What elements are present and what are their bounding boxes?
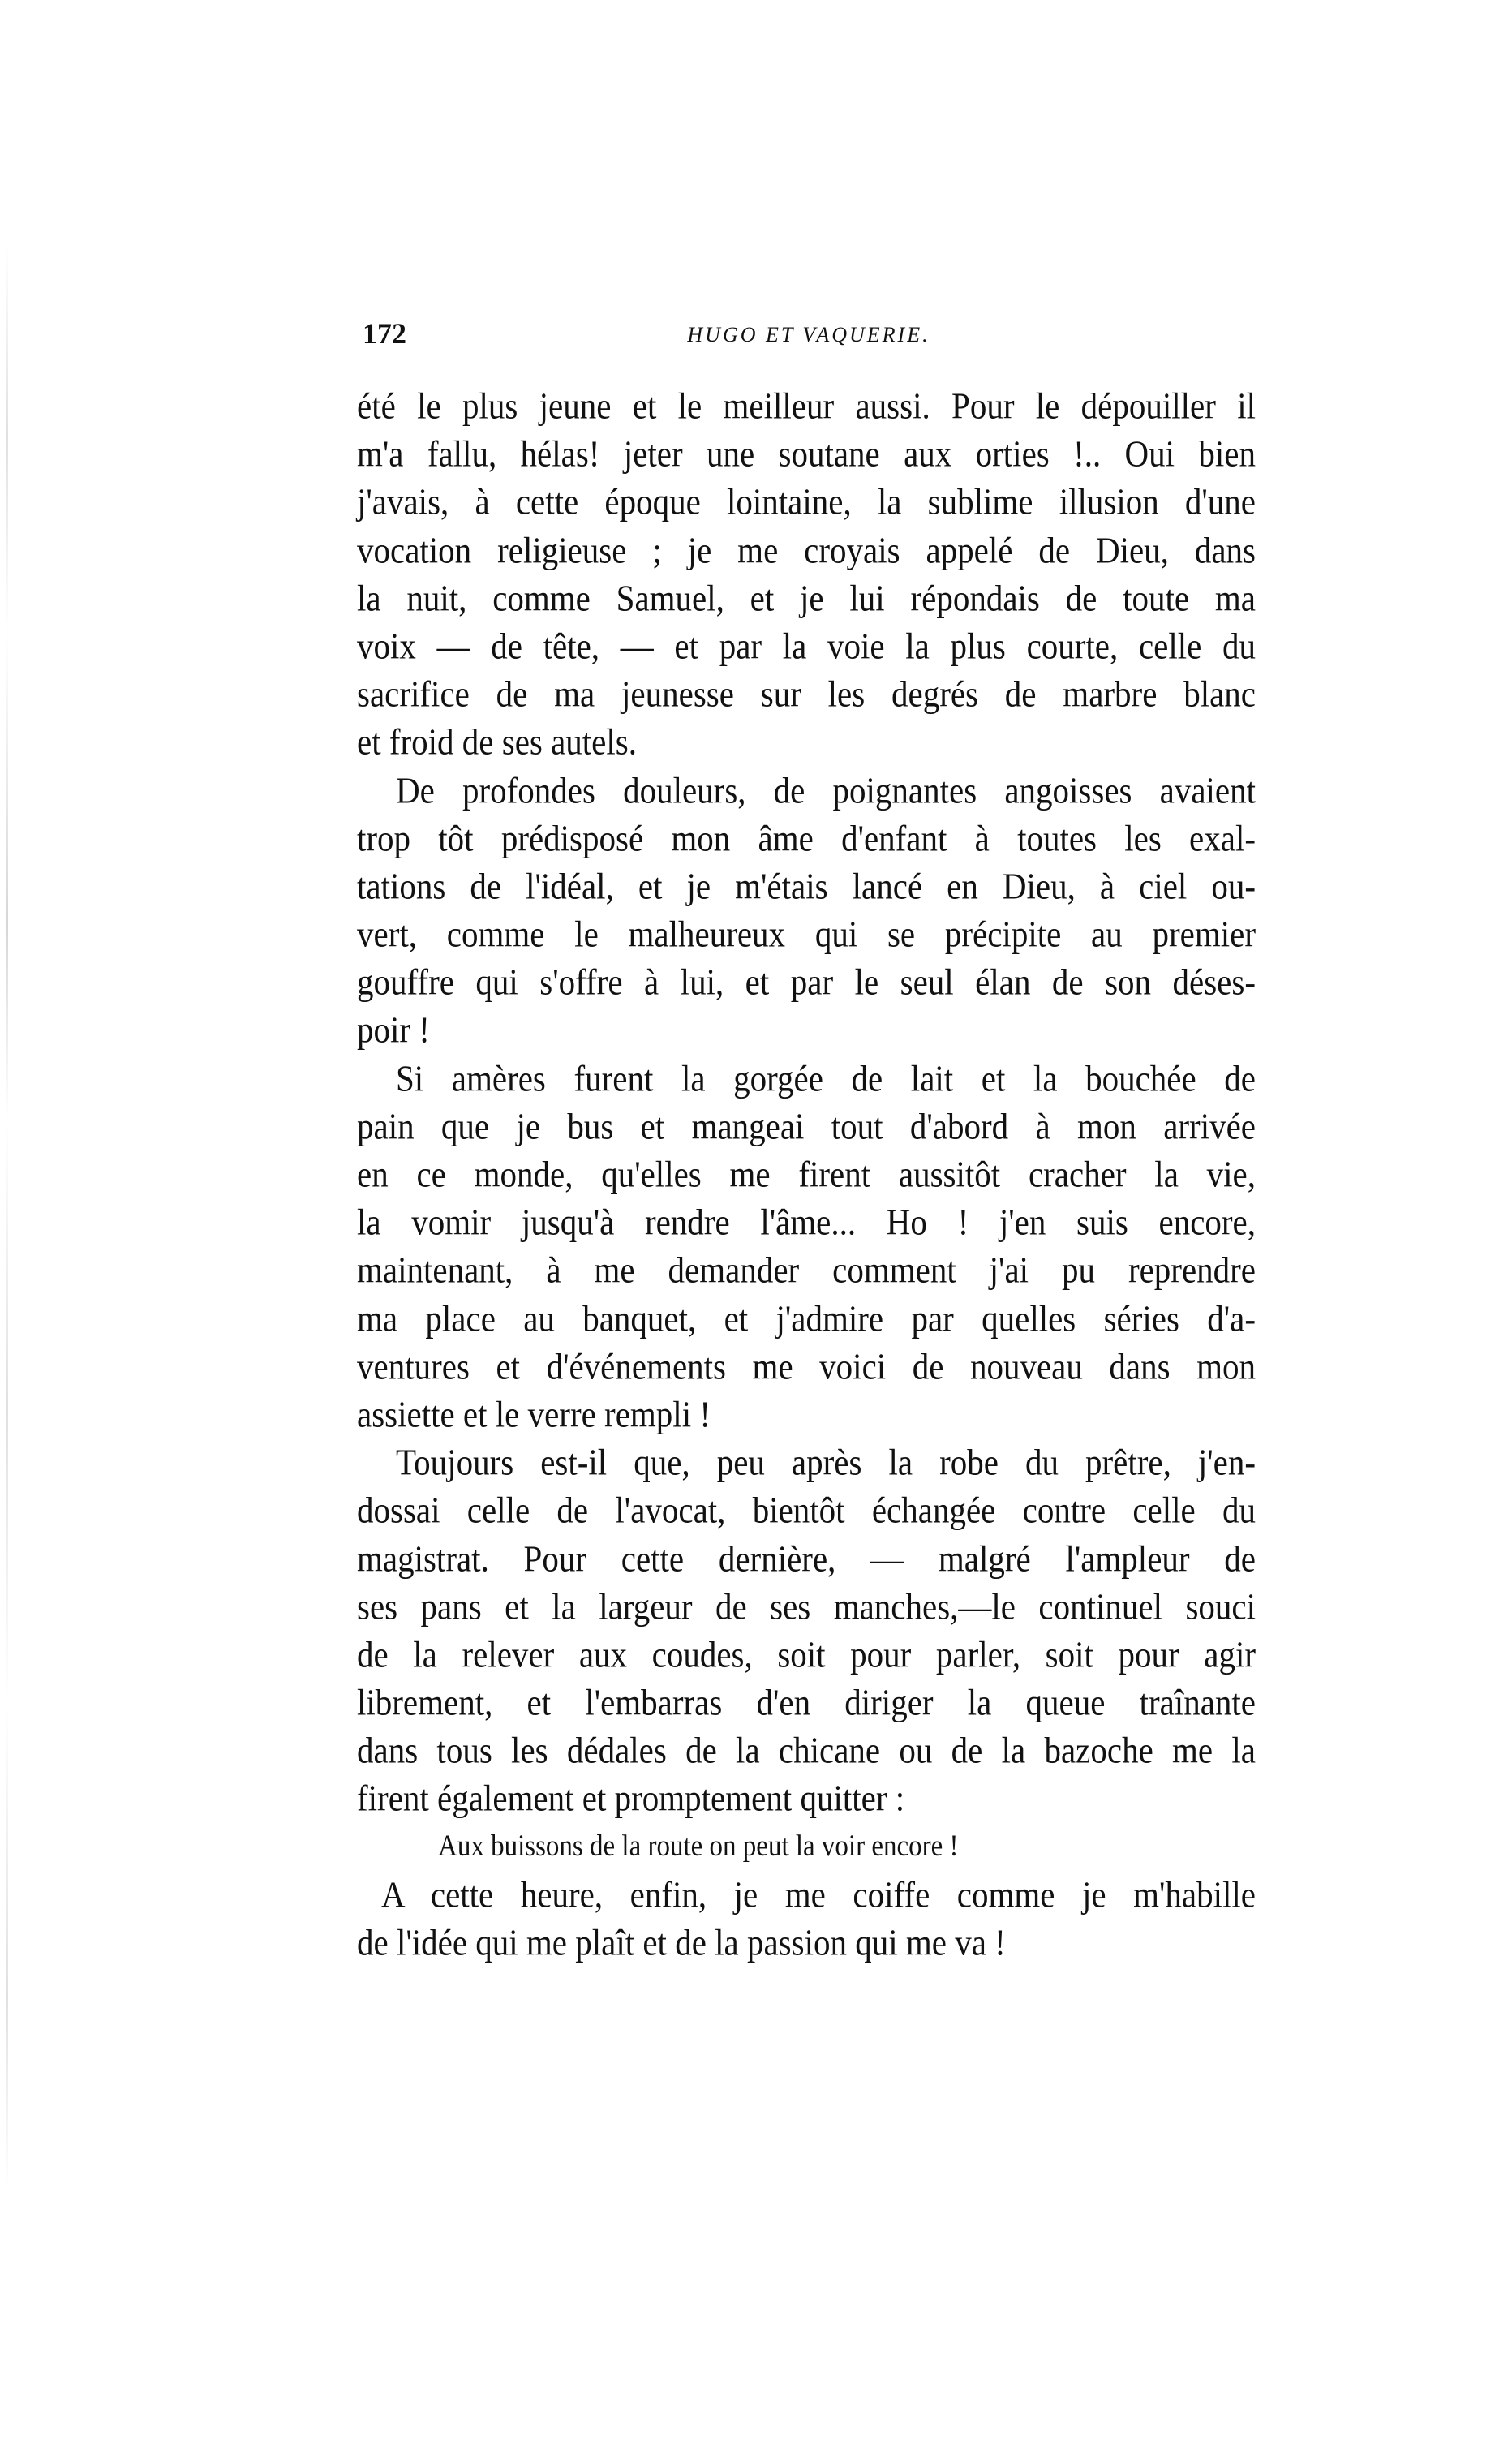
text-line: gouffre qui s'offre à lui, et par le seul élan de son déses-: [357, 961, 1256, 1003]
text-line: m'a fallu, hélas! jeter une soutane aux orties !.. Oui bien: [357, 432, 1256, 475]
text-line: trop tôt prédisposé mon âme d'enfant à toutes les exal-: [357, 816, 1256, 859]
text-line: Toujours est-il que, peu après la robe du prêtre, j'en-: [396, 1441, 1256, 1483]
text-line: assiette et le verre rempli !: [357, 1393, 711, 1435]
text-line: été le plus jeune et le meilleur aussi. Pour le dépouiller il: [357, 385, 1256, 427]
text-line: sacrifice de ma jeunesse sur les degrés de marbre blanc: [357, 673, 1256, 715]
text-line: maintenant, à me demander comment j'ai pu reprendre: [357, 1249, 1256, 1292]
running-title: HUGO ET VAQUERIE.: [687, 323, 930, 346]
text-line: vert, comme le malheureux qui se précipite au premier: [357, 913, 1256, 955]
text-line: j'avais, à cette époque lointaine, la sublime illusion d'une: [357, 480, 1256, 523]
text-line: A cette heure, enfin, je me coiffe comme je m'habille: [381, 1873, 1256, 1916]
page-body: [357, 382, 1256, 1967]
text-line: ma place au banquet, et j'admire par quelles séries d'a-: [357, 1296, 1256, 1339]
text-line: dans tous les dédales de la chicane ou de la bazoche me la: [357, 1729, 1256, 1771]
text-line: Si amères furent la gorgée de lait et la bouchée de: [396, 1056, 1256, 1099]
text-line: et froid de ses autels.: [357, 720, 637, 763]
text-line: de la relever aux coudes, soit pour parler, soit pour agir: [357, 1633, 1256, 1675]
text-line: en ce monde, qu'elles me firent aussitôt cracher la vie,: [357, 1153, 1256, 1195]
scan-edge-artifact: [6, 243, 8, 2191]
page-number: 172: [363, 317, 406, 350]
text-line: librement, et l'embarras d'en diriger la queue traînante: [357, 1681, 1256, 1723]
text-line: De profondes douleurs, de poignantes angoisses avaient: [396, 768, 1256, 811]
text-line: la vomir jusqu'à rendre l'âme... Ho ! j'en suis encore,: [357, 1201, 1256, 1243]
text-line: ses pans et la largeur de ses manches,—le continuel souci: [357, 1584, 1256, 1627]
text-line: magistrat. Pour cette dernière, — malgré l'ampleur de: [357, 1537, 1256, 1580]
text-line: vocation religieuse ; je me croyais appelé de Dieu, dans: [357, 528, 1256, 571]
text-line: voix — de tête, — et par la voie la plus courte, celle du: [357, 625, 1256, 667]
text-line: ventures et d'événements me voici de nouveau dans mon: [357, 1344, 1256, 1387]
page-header: [363, 316, 1255, 357]
text-line: dossai celle de l'avocat, bientôt échangée contre celle du: [357, 1489, 1256, 1532]
text-line: poir !: [357, 1008, 430, 1051]
text-line: tations de l'idéal, et je m'étais lancé en Dieu, à ciel ou-: [357, 865, 1256, 907]
text-line: de l'idée qui me plaît et de la passion qui me va !: [357, 1921, 1006, 1963]
verse-quotation: Aux buissons de la route on peut la voir encore !: [438, 1830, 959, 1863]
text-line: firent également et promptement quitter :: [357, 1777, 905, 1820]
text-line: pain que je bus et mangeai tout d'abord à mon arrivée: [357, 1104, 1256, 1147]
text-line: la nuit, comme Samuel, et je lui répondais de toute ma: [357, 576, 1256, 619]
